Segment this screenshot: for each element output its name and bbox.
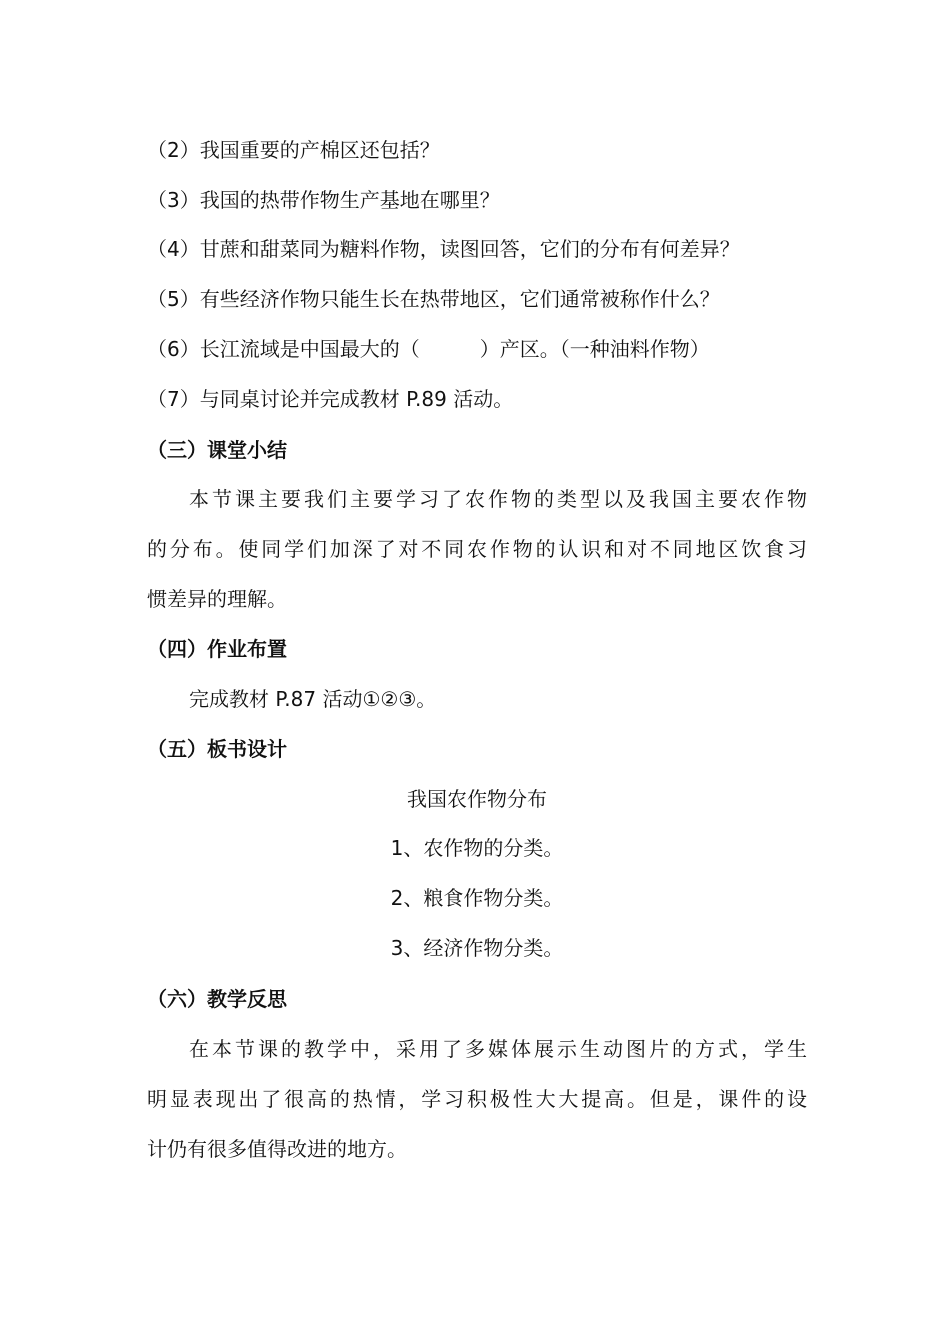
question-7: （7）与同桌讨论并完成教材 P.89 活动。	[147, 387, 514, 411]
summary-line-2: 的分布。使同学们加深了对不同农作物的认识和对不同地区饮食习	[147, 537, 807, 561]
question-5: （5）有些经济作物只能生长在热带地区，它们通常被称作什么？	[147, 287, 720, 311]
question-3: （3）我国的热带作物生产基地在哪里？	[147, 188, 500, 212]
question-4: （4）甘蔗和甜菜同为糖料作物，读图回答，它们的分布有何差异？	[147, 237, 740, 261]
board-title: 我国农作物分布	[407, 787, 547, 811]
summary-heading: （三）课堂小结	[147, 438, 287, 462]
reflection-heading: （六）教学反思	[147, 987, 287, 1011]
summary-line-3: 惯差异的理解。	[147, 587, 287, 611]
board-item-2: 2、粮食作物分类。	[390, 886, 564, 910]
reflection-line-1: 在本节课的教学中，采用了多媒体展示生动图片的方式，学生	[189, 1037, 807, 1061]
summary-paragraph	[147, 484, 807, 634]
summary-line-1: 本节课主要我们主要学习了农作物的类型以及我国主要农作物	[189, 487, 807, 511]
question-2: （2）我国重要的产棉区还包括？	[147, 138, 440, 162]
reflection-line-3: 计仍有很多值得改进的地方。	[147, 1137, 407, 1161]
board-heading: （五）板书设计	[147, 737, 287, 761]
board-item-3: 3、经济作物分类。	[390, 936, 564, 960]
board-item-1: 1、农作物的分类。	[390, 836, 564, 860]
question-6: （6）长江流域是中国最大的（ ）产区。（一种油料作物）	[147, 337, 710, 361]
reflection-line-2: 明显表现出了很高的热情，学习积极性大大提高。但是，课件的设	[147, 1087, 807, 1111]
reflection-paragraph	[147, 1034, 807, 1184]
homework-heading: （四）作业布置	[147, 637, 287, 661]
homework-text: 完成教材 P.87 活动①②③。	[189, 687, 437, 711]
